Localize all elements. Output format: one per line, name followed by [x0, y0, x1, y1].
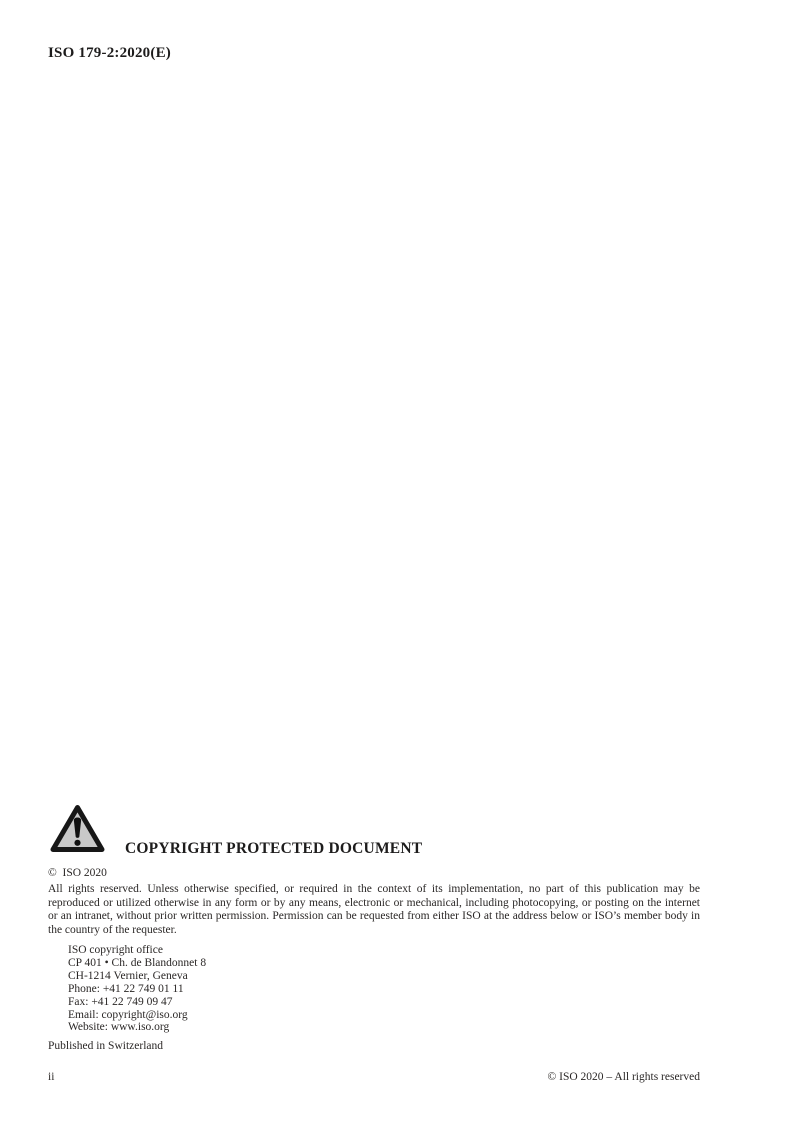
- address-line-office: ISO copyright office: [68, 944, 163, 956]
- document-reference-header: ISO 179-2:2020(E): [48, 45, 171, 61]
- warning-triangle-icon: [49, 803, 106, 855]
- copyright-protected-heading: COPYRIGHT PROTECTED DOCUMENT: [125, 840, 423, 857]
- footer-copyright-notice: © ISO 2020 – All rights reserved: [547, 1071, 700, 1083]
- address-line-phone: Phone: +41 22 749 01 11: [68, 982, 184, 995]
- address-line-fax: Fax: +41 22 749 09 47: [68, 995, 173, 1008]
- address-line-website: Website: www.iso.org: [68, 1021, 170, 1034]
- address-line-street: CP 401 • Ch. de Blandonnet 8: [68, 956, 207, 969]
- copyright-notice-paragraph: All rights reserved. Unless otherwise specified, or required in the context of its implementation, no part of this publication may be reproduced or utilized otherwise in any form or by any means, electronic or mechanical, including photocopying, or posting on the internet or an intranet, without prior written permission. Permission can be requested from either ISO at the address below or ISO’s member body in the country of the requester.: [48, 883, 700, 936]
- footer-page-number: ii: [48, 1071, 55, 1083]
- iso-address-block: [68, 944, 206, 1034]
- address-line-email: Email: copyright@iso.org: [68, 1008, 188, 1021]
- published-in-line: Published in Switzerland: [48, 1040, 163, 1052]
- address-line-city: CH-1214 Vernier, Geneva: [68, 969, 188, 982]
- page-footer: [48, 1071, 700, 1083]
- copyright-year-line: © ISO 2020: [48, 867, 107, 879]
- copyright-banner: [49, 803, 709, 857]
